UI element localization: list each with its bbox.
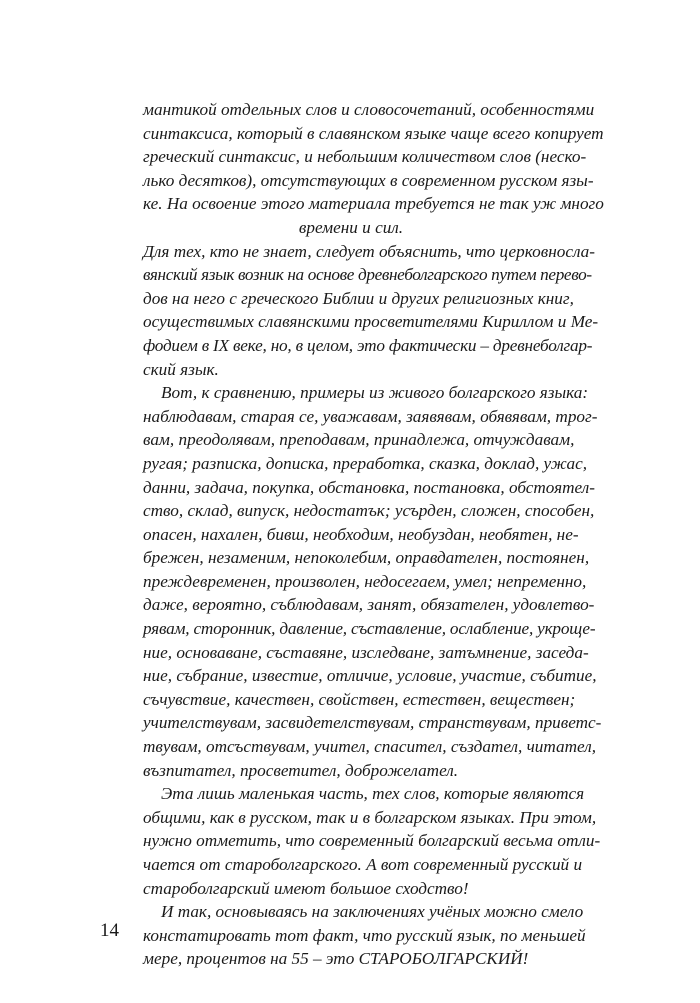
- body-text: [143, 98, 604, 971]
- text-line: ние, основаване, съставяне, изследване, затъмнение, заседа-: [143, 642, 589, 662]
- text-line: синтаксиса, который в славянском языке чаще всего копирует: [143, 123, 604, 143]
- text-line: съчувствие, качествен, свойствен, естествен, веществен;: [143, 689, 576, 709]
- text-line: осуществимых славянскими просветителями Кириллом и Ме-: [143, 312, 599, 332]
- text-line: мере, процентов на 55 – это СТАРОБОЛГАРСКИЙ!: [143, 949, 529, 969]
- text-line: ке. На освоение этого материала требуется не так уж много: [143, 194, 604, 214]
- text-line: мантикой отдельных слов и словосочетаний, особенностями: [143, 100, 595, 119]
- text-line: ский язык.: [143, 359, 219, 379]
- text-line: общими, как в русском, так и в болгарском языках. При этом,: [143, 807, 597, 827]
- text-line: времени и сил.: [298, 217, 404, 237]
- text-line: опасен, нахален, бивш, необходим, необуздан, необятен, не-: [143, 524, 579, 544]
- text-line: брежен, незаменим, непоколебим, оправдателен, постоянен,: [143, 548, 590, 568]
- text-line: нужно отметить, что современный болгарский весьма отли-: [143, 831, 601, 851]
- text-line: староболгарский имеют большое сходство!: [143, 878, 469, 898]
- text-line: учителствувам, засвидетелствувам, странствувам, приветс-: [143, 713, 602, 733]
- text-line: лько десятков), отсутствующих в современном русском язы-: [143, 170, 594, 190]
- page-number: 14: [100, 920, 119, 941]
- text-line: твувам, отсъствувам, учител, спасител, създател, читател,: [143, 737, 597, 757]
- text-line: даже, вероятно, съблюдавам, занят, обязателен, удовлетво-: [143, 595, 595, 615]
- text-line: Вот, к сравнению, примеры из живого болгарского языка:: [161, 383, 589, 403]
- text-line: Эта лишь маленькая часть, тех слов, которые являются: [161, 784, 585, 804]
- text-line: Для тех, кто не знает, следует объяснить, что церковносла-: [143, 241, 595, 261]
- text-line: констатировать тот факт, что русский язык, по меньшей: [143, 925, 586, 945]
- text-line: вянский язык возник на основе древнеболгарского путем перево-: [143, 265, 592, 285]
- text-line: възпитател, просветител, доброжелател.: [143, 760, 459, 780]
- text-line: наблюдавам, старая се, уважавам, заявявам, обявявам, трог-: [143, 406, 598, 426]
- text-line: чается от староболгарского. А вот современный русский и: [143, 855, 583, 874]
- text-line: ние, събрание, известие, отличие, условие, участие, събитие,: [143, 666, 597, 686]
- text-line: ство, склад, випуск, недостатък; усърден, сложен, способен,: [143, 501, 595, 521]
- text-line: данни, задача, покупка, обстановка, постановка, обстоятел-: [143, 477, 595, 497]
- text-line: вам, преодолявам, преподавам, принадлежа, отчуждавам,: [143, 430, 575, 450]
- text-line: рявам, сторонник, давление, съставление, ослабление, укроще-: [143, 619, 596, 639]
- text-line: ругая; разписка, дописка, преработка, сказка, доклад, ужас,: [143, 453, 588, 473]
- text-line: преждевременен, произволен, недосегаем, умел; непременно,: [143, 571, 587, 591]
- text-line: греческий синтаксис, и небольшим количеством слов (неско-: [143, 147, 587, 167]
- text-line: И так, основываясь на заключениях учёных можно смело: [161, 902, 584, 922]
- text-line: дов на него с греческого Библии и других религиозных книг,: [143, 288, 574, 308]
- text-line: фодием в IX веке, но, в целом, это фактически – древнеболгар-: [143, 335, 593, 355]
